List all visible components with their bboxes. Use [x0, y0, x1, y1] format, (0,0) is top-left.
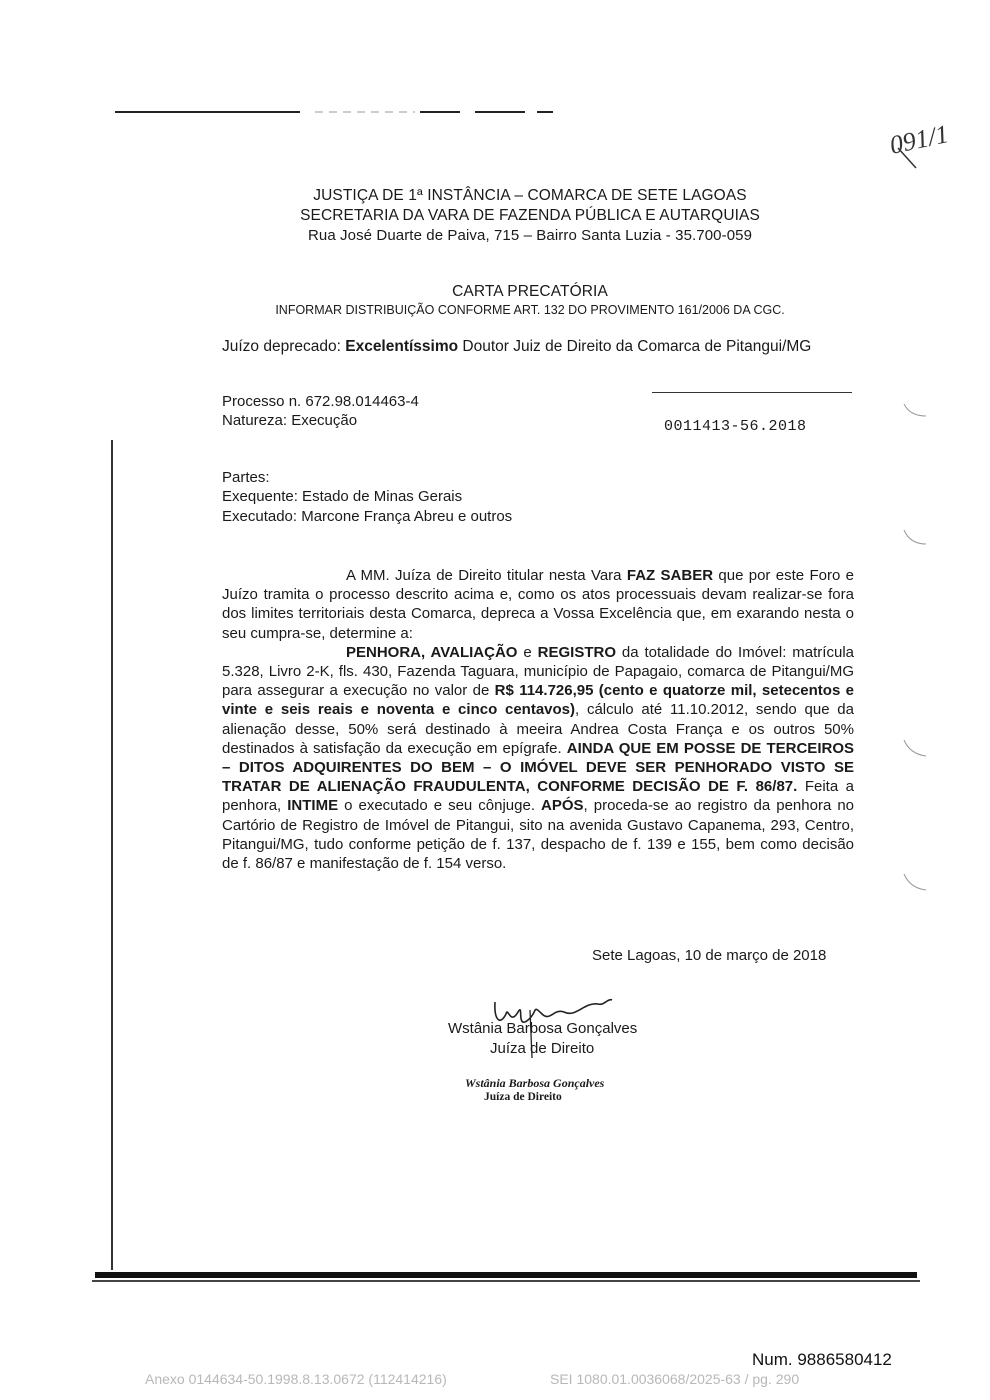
bottom-bar-thin: [92, 1280, 920, 1282]
left-margin-bar: [111, 440, 113, 1270]
court-header-line1: JUSTIÇA DE 1ª INSTÂNCIA – COMARCA DE SETE LAGOAS: [313, 187, 747, 204]
p1-text-c: que por este Foro e Juízo tramita o processo descrito acima e, como os atos processuais devam realizar-se fora dos limites territoriais desta Comarca, depreca a Vossa Excelência que, em exarando nesta o seu cumpra-se, determine a:: [222, 567, 854, 642]
p2-apos: APÓS: [541, 797, 584, 815]
p2-registro-text: , proceda-se ao registro da penhora no Cartório de Registro de Imóvel de Pitangui, sito na avenida Gustavo Capanema, 293, Centro, Pitangui/MG, tudo conforme petição de f. 137, despacho de f. 139 e 155, bem como decisão de f. 86/87 e manifestação de f. 154 verso.: [222, 797, 855, 873]
date-line: Sete Lagoas, 10 de março de 2018: [592, 947, 827, 964]
stamp-role: Juíza de Direito: [484, 1091, 562, 1103]
p2-conjuge: o executado e seu cônjuge.: [338, 797, 542, 815]
body-paragraphs: [222, 566, 854, 873]
partes-label: Partes:: [222, 469, 270, 486]
signature-name: Wstânia Barbosa Gonçalves: [448, 1020, 638, 1037]
p2-calculo: , cálculo até 11.10.2012, sendo que da alienação desse, 50% será destinado à meeira Andrea Costa França e os outros 50% destinados à satisfação da execução em epígrafe.: [222, 701, 854, 757]
p2-e: e: [517, 643, 538, 661]
stamp-number: 0011413-56.2018: [664, 418, 807, 435]
court-header-line2: SECRETARIA DA VARA DE FAZENDA PÚBLICA E AUTARQUIAS: [300, 207, 760, 224]
paragraph-1: [222, 566, 854, 643]
p2-feita: Feita a penhora,: [222, 778, 855, 815]
stamp-name: Wstânia Barbosa Gonçalves: [465, 1076, 605, 1090]
page-number-handwritten: [880, 118, 950, 188]
processo-number: Processo n. 672.98.014463-4: [222, 393, 419, 410]
executado: Executado: Marcone França Abreu e outros: [222, 508, 513, 525]
p1-text-a: A MM. Juíza de Direito titular nesta Vara: [346, 567, 627, 584]
document-title: CARTA PRECATÓRIA: [452, 283, 608, 300]
signature-role: Juíza de Direito: [490, 1040, 595, 1057]
p2-aviso: AINDA QUE EM POSSE DE TERCEIROS – DITOS ADQUIRENTES DO BEM – O IMÓVEL DEVE SER PENHORADO VISTO SE TRATAR DE ALIENAÇÃO FRAUDULENTA, CONFORME DECISÃO DE F. 86/87.: [222, 739, 854, 796]
juizo-label: Juízo deprecado:: [222, 338, 341, 355]
exequente: Exequente: Estado de Minas Gerais: [222, 488, 463, 505]
p2-intime: INTIME: [287, 797, 339, 815]
paragraph-2: [222, 643, 854, 873]
p2-penhora: PENHORA, AVALIAÇÃO: [346, 643, 518, 661]
juizo-bold: Excelentíssimo: [345, 338, 459, 355]
bottom-bar: [95, 1272, 917, 1278]
footer-sei: SEI 1080.01.0036068/2025-63 / pg. 290: [550, 1371, 800, 1387]
page-number-text: 091/1: [887, 119, 950, 160]
stamp-rule: [652, 392, 852, 393]
court-address: Rua José Duarte de Paiva, 715 – Bairro Santa Luzia - 35.700-059: [307, 227, 753, 244]
right-edge-marks: [900, 400, 930, 900]
natureza: Natureza: Execução: [222, 412, 358, 429]
top-rule: [115, 104, 555, 114]
footer-anexo: Anexo 0144634-50.1998.8.13.0672 (112414216): [145, 1371, 447, 1387]
document-subtitle: INFORMAR DISTRIBUIÇÃO CONFORME ART. 132 DO PROVIMENTO 161/2006 DA CGC.: [275, 303, 785, 317]
p2-registro: REGISTRO: [537, 643, 616, 661]
p2-imovel: da totalidade do Imóvel: matrícula 5.328, Livro 2-K, fls. 430, Fazenda Taguara, município de Papagaio, comarca de Pitangui/MG para assegurar a execução no valor de: [222, 643, 854, 700]
document-num: Num. 9886580412: [752, 1350, 892, 1369]
p1-faz-saber: FAZ SABER: [626, 567, 714, 584]
juizo-rest: Doutor Juiz de Direito da Comarca de Pitangui/MG: [462, 338, 812, 355]
juizo-deprecado: [222, 338, 811, 357]
p2-valor: R$ 114.726,95 (cento e quatorze mil, setecentos e vinte e seis reais e noventa e cinco centavos): [222, 682, 854, 719]
